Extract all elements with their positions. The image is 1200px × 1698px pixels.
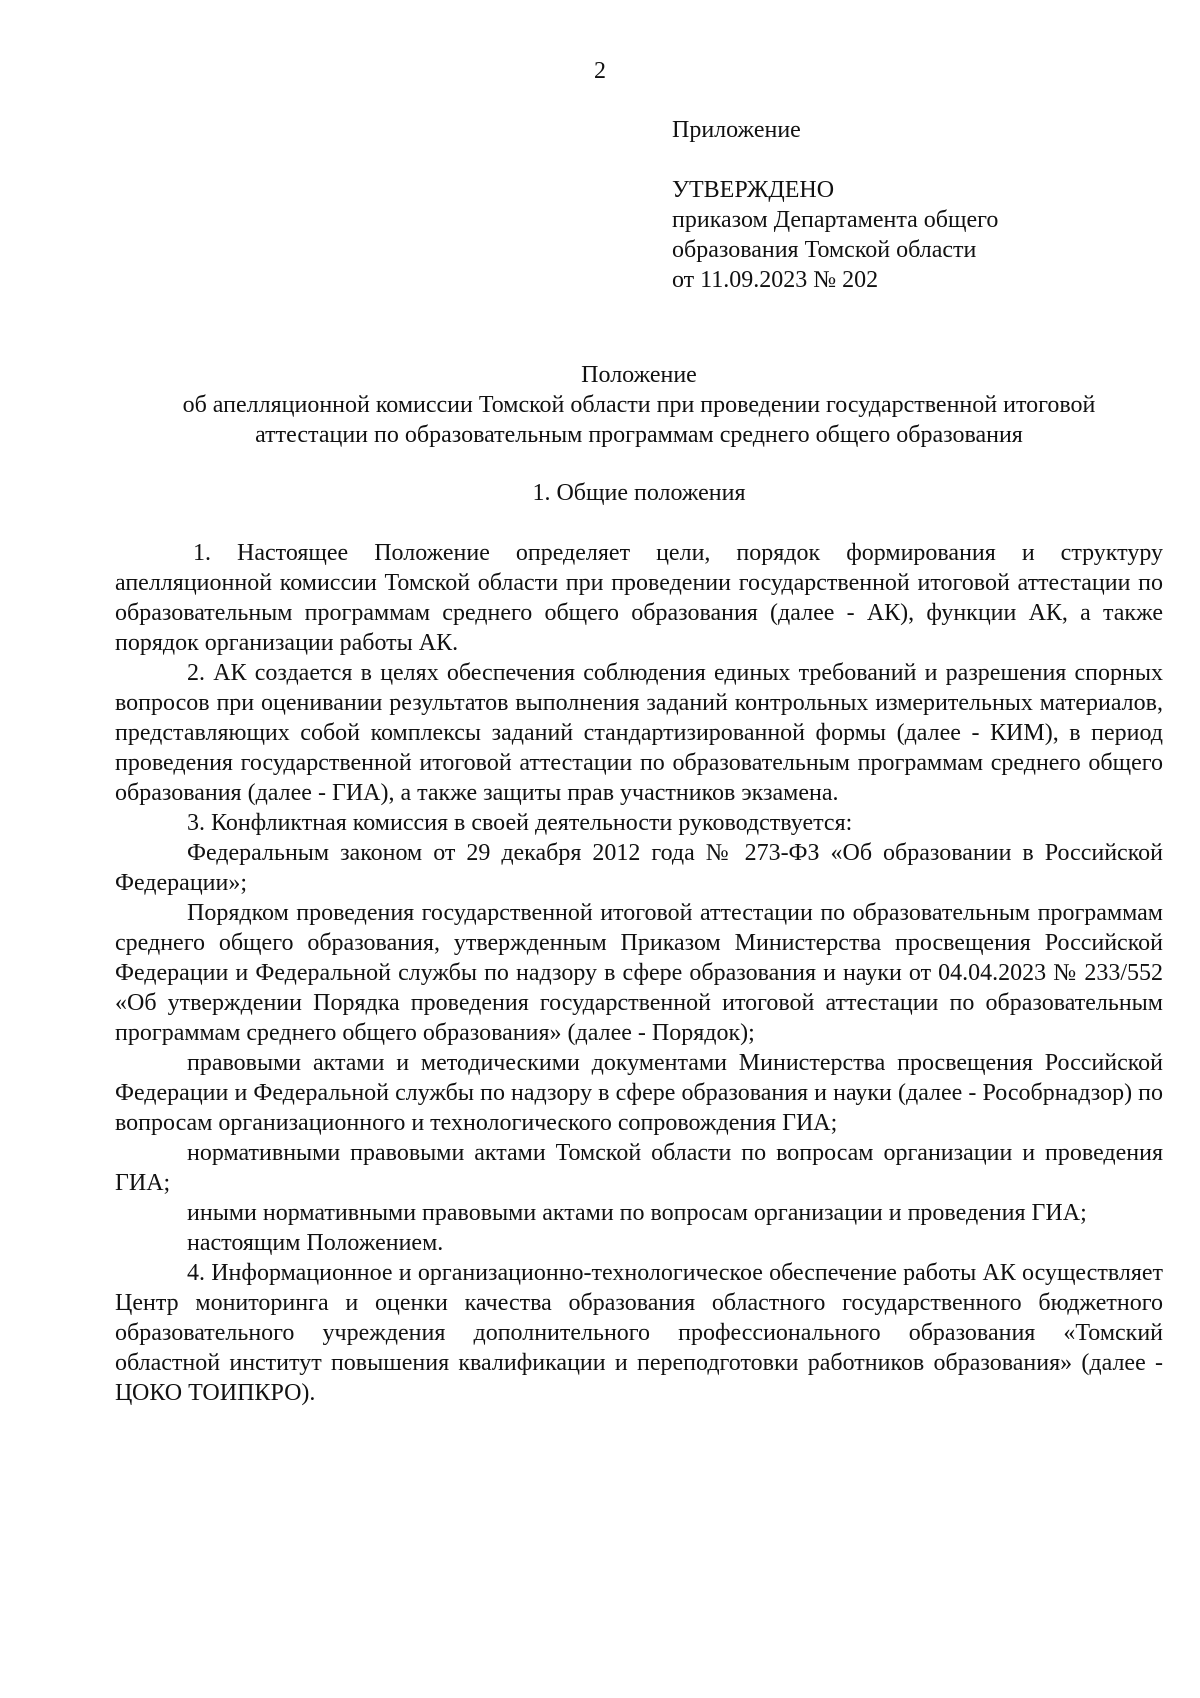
- paragraph: правовыми актами и методическими документами Министерства просвещения Российской Федерации и Федеральной службы по надзору в сфере образования и науки (далее - Рособрнадзор) по вопросам организационного и технологического сопровождения ГИА;: [115, 1050, 1163, 1136]
- paragraph: 3. Конфликтная комиссия в своей деятельности руководствуется:: [187, 810, 853, 836]
- approval-line: от 11.09.2023 № 202: [672, 267, 879, 293]
- approval-line: образования Томской области: [672, 237, 977, 263]
- paragraph: Федеральным законом от 29 декабря 2012 года № 273-ФЗ «Об образовании в Российской Федерации»;: [115, 840, 1163, 896]
- paragraph: 2. АК создается в целях обеспечения соблюдения единых требований и разрешения спорных вопросов при оценивании результатов выполнения заданий контрольных измерительных материалов, представляющих собой комплексы заданий стандартизированной формы (далее - КИМ), в период проведения государственной итоговой аттестации по образовательным программам среднего общего образования (далее - ГИА), а также защиты прав участников экзамена.: [115, 660, 1163, 806]
- document-title: [115, 360, 1163, 450]
- paragraph: иными нормативными правовыми актами по вопросам организации и проведения ГИА;: [187, 1200, 1087, 1226]
- approval-block: [672, 175, 998, 295]
- paragraph: 4. Информационное и организационно-технологическое обеспечение работы АК осуществляет Центр мониторинга и оценки качества образования областного государственного бюджетного образовательного учреждения дополнительного профессионального образования «Томский областной институт повышения квалификации и переподготовки работников образования» (далее - ЦОКО ТОИПКРО).: [115, 1260, 1163, 1406]
- paragraph: Порядком проведения государственной итоговой аттестации по образовательным программам среднего общего образования, утвержденным Приказом Министерства просвещения Российской Федерации и Федеральной службы по надзору в сфере образования и науки от 04.04.2023 № 233/552 «Об утверждении Порядка проведения государственной итоговой аттестации по образовательным программам среднего общего образования» (далее - Порядок);: [115, 900, 1163, 1046]
- paragraph: 1. Настоящее Положение определяет цели, порядок формирования и структуру апелляционной комиссии Томской области при проведении государственной итоговой аттестации по образовательным программам среднего общего образования (далее - АК), функции АК, а также порядок организации работы АК.: [115, 540, 1163, 656]
- approval-line: приказом Департамента общего: [672, 207, 999, 233]
- title-line: об апелляционной комиссии Томской области при проведении государственной итоговой: [182, 392, 1096, 418]
- title-line: аттестации по образовательным программам среднего общего образования: [255, 422, 1023, 448]
- page-number: 2: [594, 58, 606, 84]
- paragraph: настоящим Положением.: [187, 1230, 444, 1256]
- section-heading: 1. Общие положения: [532, 480, 746, 506]
- approval-stamp: УТВЕРЖДЕНО: [672, 177, 835, 203]
- appendix-label: Приложение: [672, 117, 801, 143]
- title-line: Положение: [581, 362, 697, 388]
- document-body: [115, 538, 1163, 1408]
- paragraph: нормативными правовыми актами Томской области по вопросам организации и проведения ГИА;: [115, 1140, 1163, 1196]
